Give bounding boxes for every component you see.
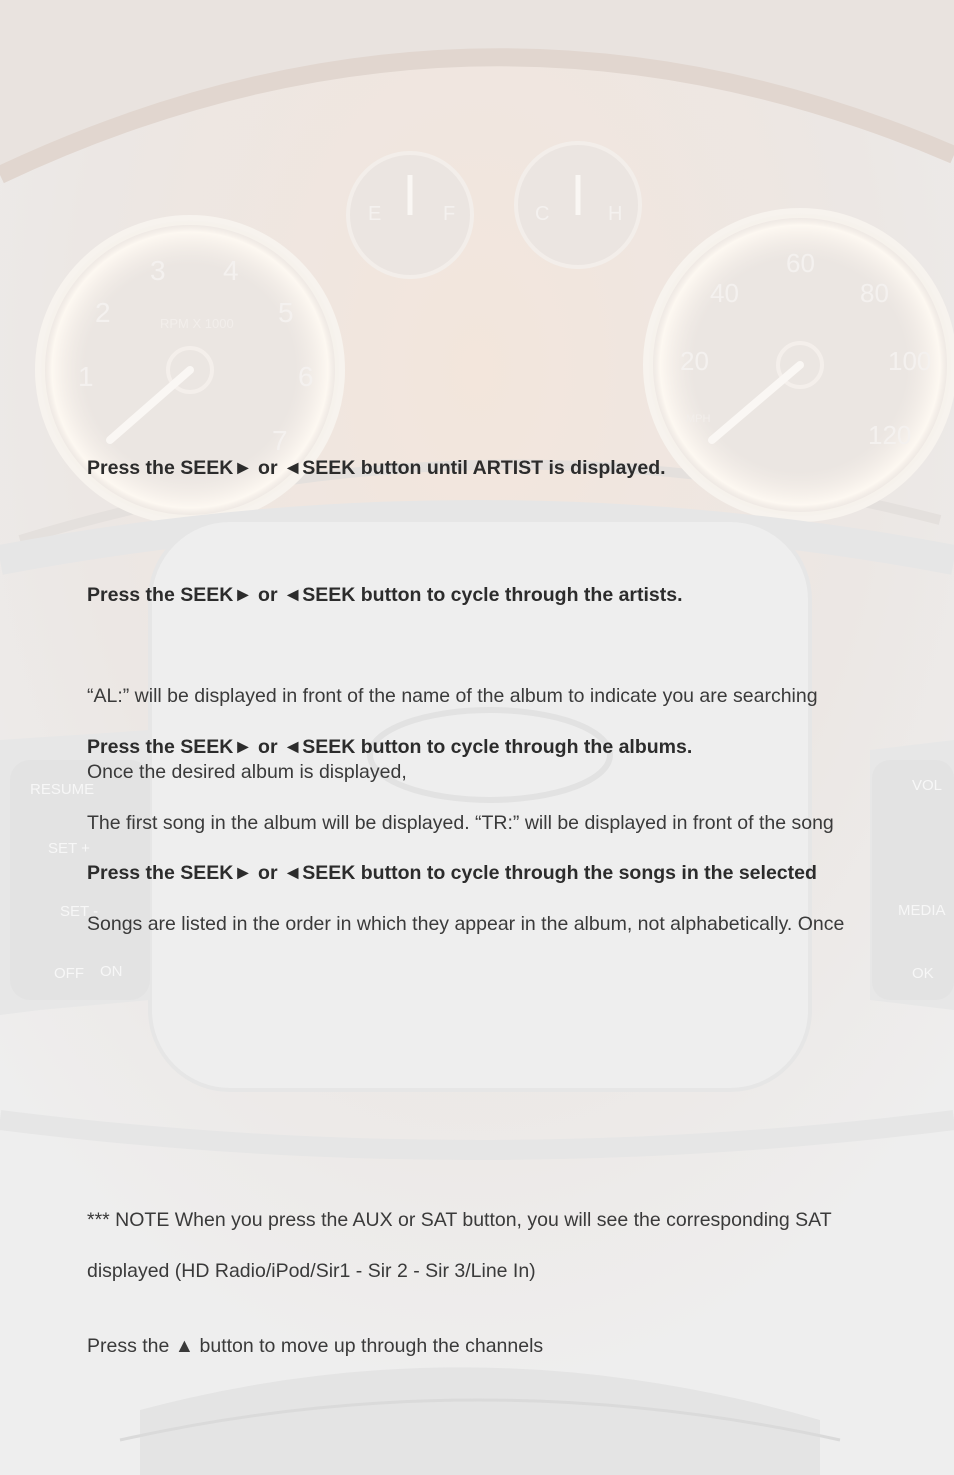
tach-label: RPM X 1000 [160,316,234,331]
note-aux-sat: *** NOTE When you press the AUX or SAT button, you will see the corresponding SAT [87,1209,832,1231]
wheel-label-on: ON [100,963,123,980]
temp-h: H [608,203,623,225]
fuel-f: F [443,203,456,225]
instruction-cycle-songs: Press the SEEK► or ◄SEEK button to cycle through the songs in the selected [87,862,817,884]
fuel-e: E [368,203,382,225]
instruction-cycle-albums: Press the SEEK► or ◄SEEK button to cycle through the albums. [87,736,693,758]
tach-tick-2: 2 [95,297,111,328]
note-sources: displayed (HD Radio/iPod/Sir1 - Sir 2 - Sir 3/Line In) [87,1260,536,1282]
speed-tick-20: 20 [680,346,709,376]
album-displayed-text: Once the desired album is displayed, [87,761,407,783]
tach-tick-1: 1 [78,361,94,392]
album-indicator-text: “AL:” will be displayed in front of the name of the album to indicate you are searching [87,685,818,707]
tach-tick-4: 4 [223,255,239,286]
wheel-label-media: MEDIA [898,902,946,919]
wheel-label-set-minus: SET - [60,903,99,920]
first-song-text: The first song in the album will be displayed. “TR:” will be displayed in front of the song [87,812,834,834]
speed-tick-120: 120 [868,420,912,450]
tach-tick-7: 7 [272,425,288,456]
wheel-label-resume: RESUME [30,781,95,798]
speed-tick-80: 80 [860,278,889,308]
speed-unit: MPH [686,413,711,425]
instruction-channel-up: Press the ▲ button to move up through the channels [87,1335,544,1357]
tach-tick-5: 5 [278,297,294,328]
speed-tick-40: 40 [710,278,739,308]
instruction-select-artist: Press the SEEK► or ◄SEEK button until ARTIST is displayed. [87,457,666,479]
wheel-label-ok: OK [912,965,934,982]
temp-c: C [535,203,550,225]
speed-tick-100: 100 [888,346,932,376]
speed-tick-60: 60 [786,248,815,278]
wheel-label-off: OFF [54,965,84,982]
tach-tick-6: 6 [298,361,314,392]
songs-order-text: Songs are listed in the order in which they appear in the album, not alphabetically. Once [87,913,845,935]
instruction-cycle-artists: Press the SEEK► or ◄SEEK button to cycle through the artists. [87,584,683,606]
wheel-label-vol: VOL [912,777,943,794]
wheel-label-set-plus: SET + [48,840,90,857]
tach-tick-3: 3 [150,255,166,286]
